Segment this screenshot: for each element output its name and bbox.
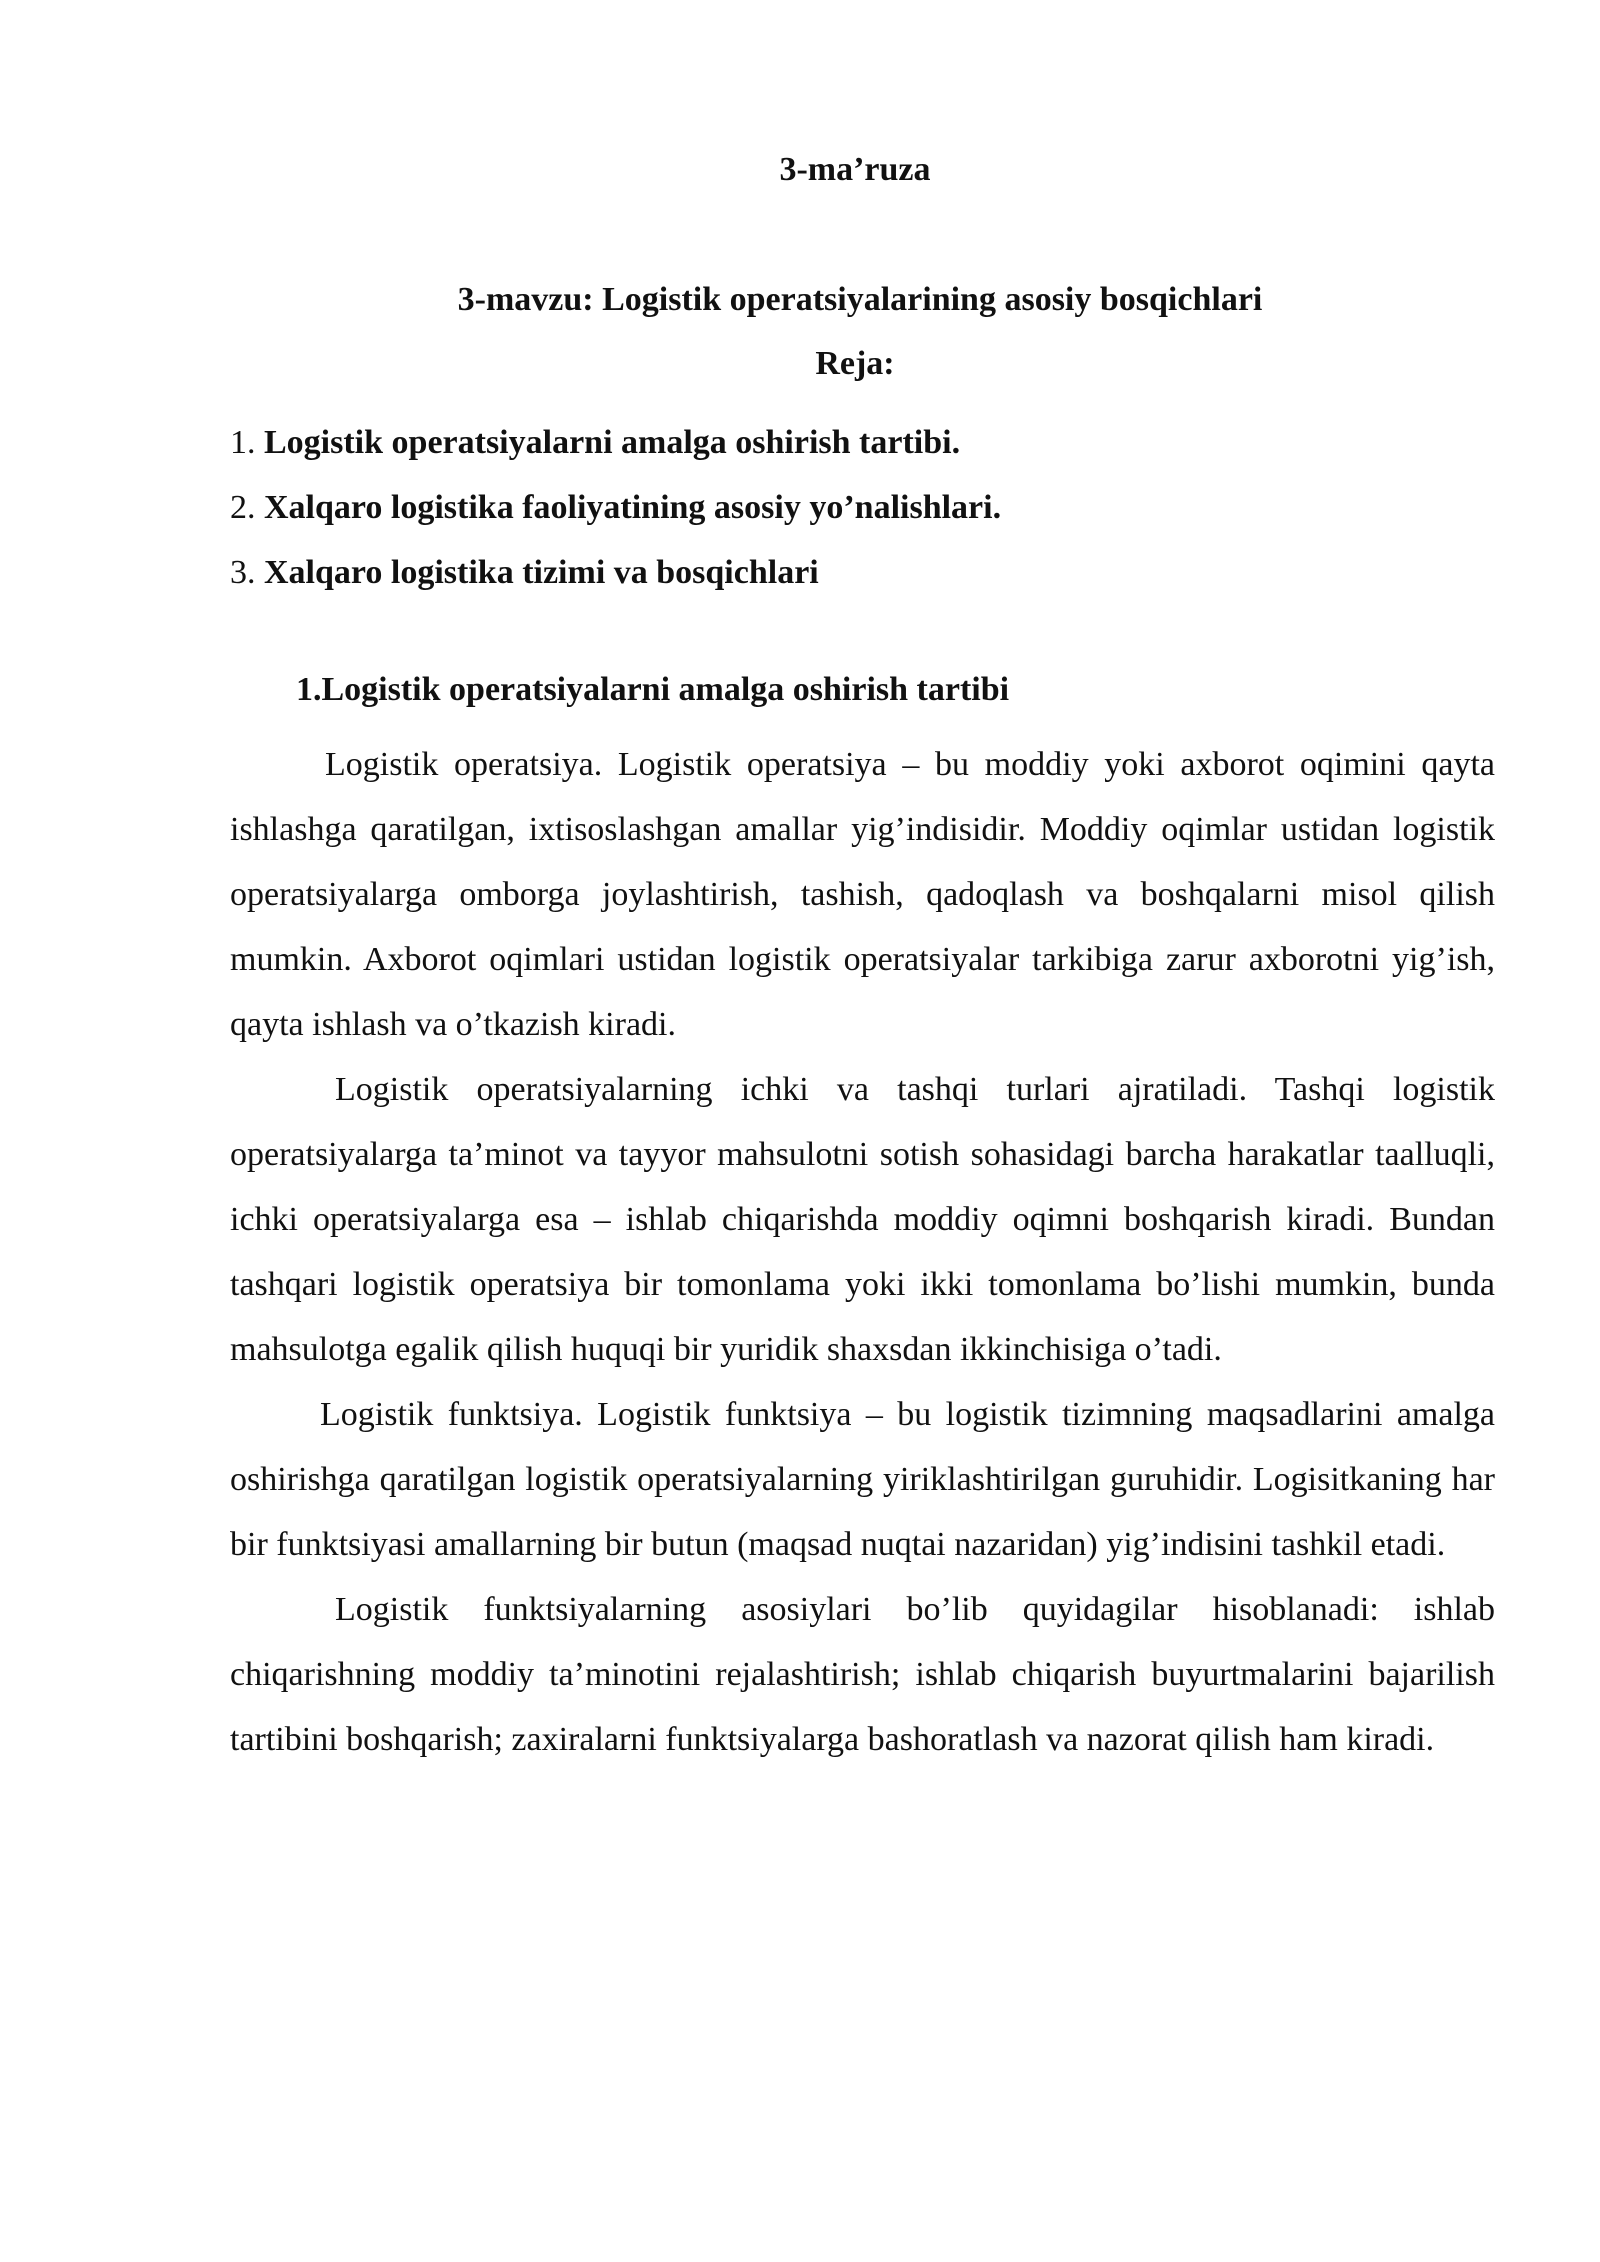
section-heading: 1.Logistik operatsiyalarni amalga oshirish tartibi	[296, 671, 1010, 708]
plan-item-number: 1.	[230, 424, 256, 461]
topic-title: 3-mavzu: Logistik operatsiyalarining asosiy bosqichlari	[457, 281, 1263, 318]
plan-item-2	[230, 475, 1490, 540]
plan-item-text: Xalqaro logistika faoliyatining asosiy yo’nalishlari.	[264, 489, 1002, 526]
paragraph: Logistik operatsiyalarning ichki va tashqi turlari ajratiladi. Tashqi logistik operatsiyalarga ta’minot va tayyor mahsulotni sotish sohasidagi barcha harakatlar taalluqli, ichki operatsiyalarga esa – ishlab chiqarishda moddiy oqimni boshqarish kiradi. Bundan tashqari logistik operatsiya bir tomonlama yoki ikki tomonlama bo’lishi mumkin, bunda mahsulotga egalik qilish huquqi bir yuridik shaxsdan ikkinchisiga o’tadi.	[230, 1071, 1495, 1368]
plan-item-1	[230, 410, 1490, 475]
paragraph: Logistik funktsiyalarning asosiylari bo’lib quyidagilar hisoblanadi: ishlab chiqarishning moddiy ta’minotini rejalashtirish; ishlab chiqarish buyurtmalarini bajarilish tartibini boshqarish; zaxiralarni funktsiyalarga bashoratlash va nazorat qilish ham kiradi.	[230, 1591, 1495, 1758]
plan-heading: Reja:	[815, 345, 895, 382]
plan-item-number: 2.	[230, 489, 256, 526]
lecture-title: 3-ma’ruza	[779, 151, 931, 188]
body-text	[230, 732, 1495, 1772]
paragraph: Logistik funktsiya. Logistik funktsiya – bu logistik tizimning maqsadlarini amalga oshirishga qaratilgan logistik operatsiyalarning yiriklashtirilgan guruhidir. Logisitkaning har bir funktsiyasi amallarning bir butun (maqsad nuqtai nazaridan) yig’indisini tashkil etadi.	[230, 1396, 1495, 1563]
plan-list	[230, 410, 1490, 605]
plan-item-text: Xalqaro logistika tizimi va bosqichlari	[264, 554, 819, 591]
plan-item-number: 3.	[230, 554, 256, 591]
plan-item-3	[230, 540, 1490, 605]
paragraph: Logistik operatsiya. Logistik operatsiya – bu moddiy yoki axborot oqimini qayta ishlashga qaratilgan, ixtisoslashgan amallar yig’indisidir. Moddiy oqimlar ustidan logistik operatsiyalarga omborga joylashtirish, tashish, qadoqlash va boshqalarni misol qilish mumkin. Axborot oqimlari ustidan logistik operatsiyalar tarkibiga zarur axborotni yig’ish, qayta ishlash va o’tkazish kiradi.	[230, 746, 1495, 1043]
plan-item-text: Logistik operatsiyalarni amalga oshirish tartibi.	[264, 424, 961, 461]
